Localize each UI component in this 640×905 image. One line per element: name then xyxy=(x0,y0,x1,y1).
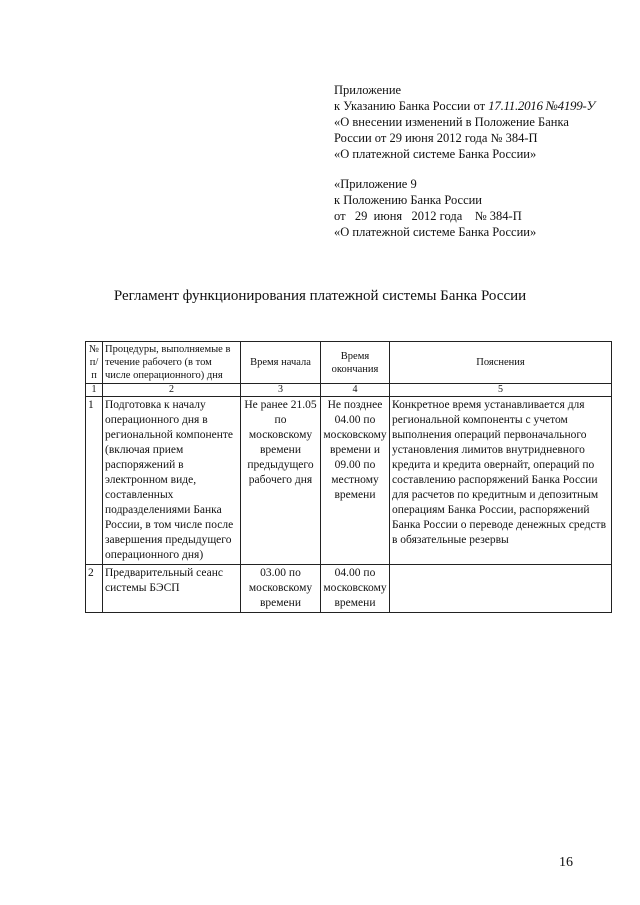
directive-prefix: к Указанию Банка России от xyxy=(334,99,486,113)
appendix-header xyxy=(334,82,595,162)
row-number: 1 xyxy=(86,397,103,565)
start-time-cell: 03.00 по московскому времени xyxy=(241,565,321,613)
column-number: 4 xyxy=(321,384,390,397)
header-procedure: Процедуры, выполняемые в течение рабочего (в том числе операционного) дня xyxy=(103,342,241,384)
appendix9-header xyxy=(334,176,536,240)
column-number: 3 xyxy=(241,384,321,397)
notes-cell xyxy=(390,565,612,613)
schedule-table xyxy=(85,341,612,613)
procedure-cell: Подготовка к началу операционного дня в региональной компоненте (включая прием распоряжений в электронном виде, составленных подразделениями Банка России, в том числе после завершения предыдущего операционного дня) xyxy=(103,397,241,565)
row-number: 2 xyxy=(86,565,103,613)
regulation-date: от 29 июня 2012 года № 384-П xyxy=(334,209,522,223)
directive-reference xyxy=(334,98,595,114)
column-number: 5 xyxy=(390,384,612,397)
directive-title-line2: России от 29 июня 2012 года № 384-П xyxy=(334,131,538,145)
column-number-row xyxy=(86,384,612,397)
start-time-cell: Не ранее 21.05 по московскому времени предыдущего рабочего дня xyxy=(241,397,321,565)
header-notes: Пояснения xyxy=(390,342,612,384)
header-end-time: Время окончания xyxy=(321,342,390,384)
table-row xyxy=(86,565,612,613)
notes-cell: Конкретное время устанавливается для региональной компоненты с учетом выполнения операций первоначального установления лимитов внутридневного кредита и кредита овернайт, операций по составлению распоряжений Банка России для расчетов по кредитным и депозитным операциям Банка России, распоряжений Банка России о переводе денежных средств в обязательные резервы xyxy=(390,397,612,565)
header-start-time: Время начала xyxy=(241,342,321,384)
column-number: 2 xyxy=(103,384,241,397)
header-number: № п/п xyxy=(86,342,103,384)
table-header-row xyxy=(86,342,612,384)
appendix9-label: «Приложение 9 xyxy=(334,177,417,191)
regulation-title: «О платежной системе Банка России» xyxy=(334,225,537,239)
document-title: Регламент функционирования платежной системы Банка России xyxy=(113,288,527,304)
end-time-cell: 04.00 по московскому времени xyxy=(321,565,390,613)
regulation-reference: к Положению Банка России xyxy=(334,193,482,207)
procedure-cell: Предварительный сеанс системы БЭСП xyxy=(103,565,241,613)
page-number: 16 xyxy=(559,855,573,870)
directive-title-line3: «О платежной системе Банка России» xyxy=(334,147,537,161)
appendix-label: Приложение xyxy=(334,83,402,97)
end-time-cell: Не позднее 04.00 по московскому времени и 09.00 по местному времени xyxy=(321,397,390,565)
column-number: 1 xyxy=(86,384,103,397)
handwritten-date-number: 17.11.2016 №4199-У xyxy=(488,98,595,113)
table-row xyxy=(86,397,612,565)
directive-title-line1: «О внесении изменений в Положение Банка xyxy=(334,115,569,129)
